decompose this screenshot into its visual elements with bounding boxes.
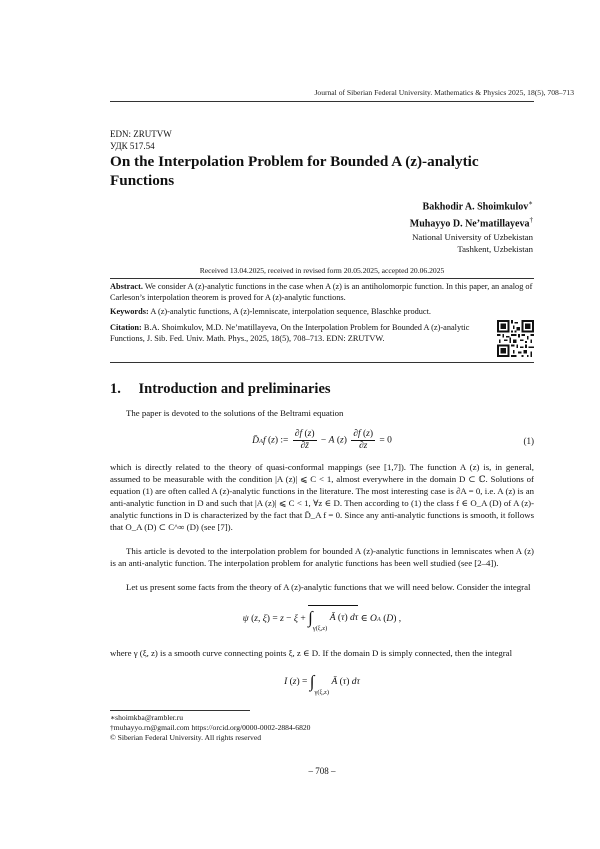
equation-psi: ψ (z, $\xi) = z - \xi + \int_{\gamma(\xi,z)}$ Ā (τ) dτ ∈ OA (D) , (110, 605, 534, 632)
citation-rule (110, 362, 534, 363)
footnote-email-2: †muhayyo.rn@gmail.com https://orcid.org/0000-0002-2884-6820 (110, 723, 311, 732)
received-dates: Received 13.04.2025, received in revised form 20.05.2025, accepted 20.06.2025 (199, 266, 445, 275)
section-heading (110, 381, 331, 398)
paragraph-5: where γ (ξ, z) is a smooth curve connecting points ξ, z ∈ D. If the domain D is simply connected, then the integral (110, 648, 513, 658)
abstract-text: We consider A (z)-analytic functions in the case when A (z) is an antiholomorpic function. In this paper, an analog of Carleson’s interpolation theorem is proved for A (z)-analytic functions. (110, 282, 533, 303)
equation-1-number: (1) (523, 436, 534, 446)
paragraph-3: This article is devoted to the interpolation problem for bounded A (z)-analytic functions in lemniscates when A (z) is an anti-analytic function. The interpolation problem for analytic functions has been well studied (see [2–4]). (110, 546, 534, 568)
citation-text: B.A. Shoimkulov, M.D. Ne’matillayeva, On the Interpolation Problem for Bounded A (z)-analytic Functions, J. Sib. Fed. Univ. Math. Phys., 2025, 18(5), 708–713. EDN: ZRUTVW. (110, 323, 470, 344)
journal-header: Journal of Siberian Federal University. Mathematics & Physics 2025, 18(5), 708–713 (314, 88, 574, 97)
section-title: Introduction and preliminaries (138, 381, 331, 397)
udk-code: УДК 517.54 (110, 141, 155, 151)
footnotes (110, 713, 310, 743)
keywords-label: Keywords: (110, 307, 149, 316)
article-meta (110, 128, 172, 152)
article-title: On the Interpolation Problem for Bounded A (z)-analytic Functions (110, 153, 479, 189)
header-rule (110, 101, 534, 102)
footnote-email-1: ∗shoimkba@rambler.ru (110, 713, 184, 722)
affiliation-line-2: Tashkent, Uzbekistan (457, 243, 533, 254)
section-number: 1. (110, 381, 121, 397)
qr-code-icon (497, 320, 534, 357)
authors-block (410, 197, 533, 255)
abstract-label: Abstract. (110, 282, 143, 291)
author-2: Muhayyo D. Ne’matillayeva† (409, 215, 533, 230)
abstract (110, 281, 534, 304)
keywords (110, 306, 534, 317)
citation-label: Citation: (110, 323, 142, 332)
edn-code: EDN: ZRUTVW (110, 129, 172, 139)
paragraph-1: The paper is devoted to the solutions of the Beltrami equation (126, 408, 344, 418)
footnote-rule (110, 710, 250, 711)
footnote-copyright: © Siberian Federal University. All rights reserved (110, 733, 261, 742)
page-number: – 708 – (308, 766, 336, 776)
keywords-text: A (z)-analytic functions, A (z)-lemniscate, interpolation sequence, Blaschke product. (150, 307, 431, 316)
equation-integral: I $(z) = \int_{\gamma(\xi,z)}$ Ā (τ) dτ (284, 672, 360, 697)
equation-1: D̄Af (z) := $\frac{\partial f (z)}{\partial z̄}$ − A (z) $\frac{\partial f (z)}{\partial z}$ = 0 (252, 429, 392, 451)
paragraph-4: Let us present some facts from the theory of A (z)-analytic functions that we will need below. Consider the integral (126, 582, 531, 592)
author-1: Bakhodir A. Shoimkulov∗ (422, 199, 533, 213)
abstract-rule (110, 278, 534, 279)
paragraph-2: which is directly related to the theory of quasi-conformal mappings (see [1,7]). The function A (z) is, in general, assumed to be measurable with the condition |A (z)| ⩽ C < 1, almost everywhere in the domain D ⊂ ℂ. Solutions of equation (1) are often called A (z)-analytic functions in the literature. The most interesting case is ∂A = 0, i.e. A (z) is an anti-analytic function in D and such that |A (z)| ⩽ C < 1, ∀z ∈ D. Then according to (1) the class f ∈ O_A (D) of A (z)-analytic functions in D is characterized by the fact that D̄_A f = 0. Since any anti-analytic functions is smooth, it follows that O_A (D) ⊂ C^∞ (D) (see [7]). (110, 462, 534, 532)
affiliation-line-1: National University of Uzbekistan (412, 231, 533, 242)
citation (110, 322, 485, 345)
